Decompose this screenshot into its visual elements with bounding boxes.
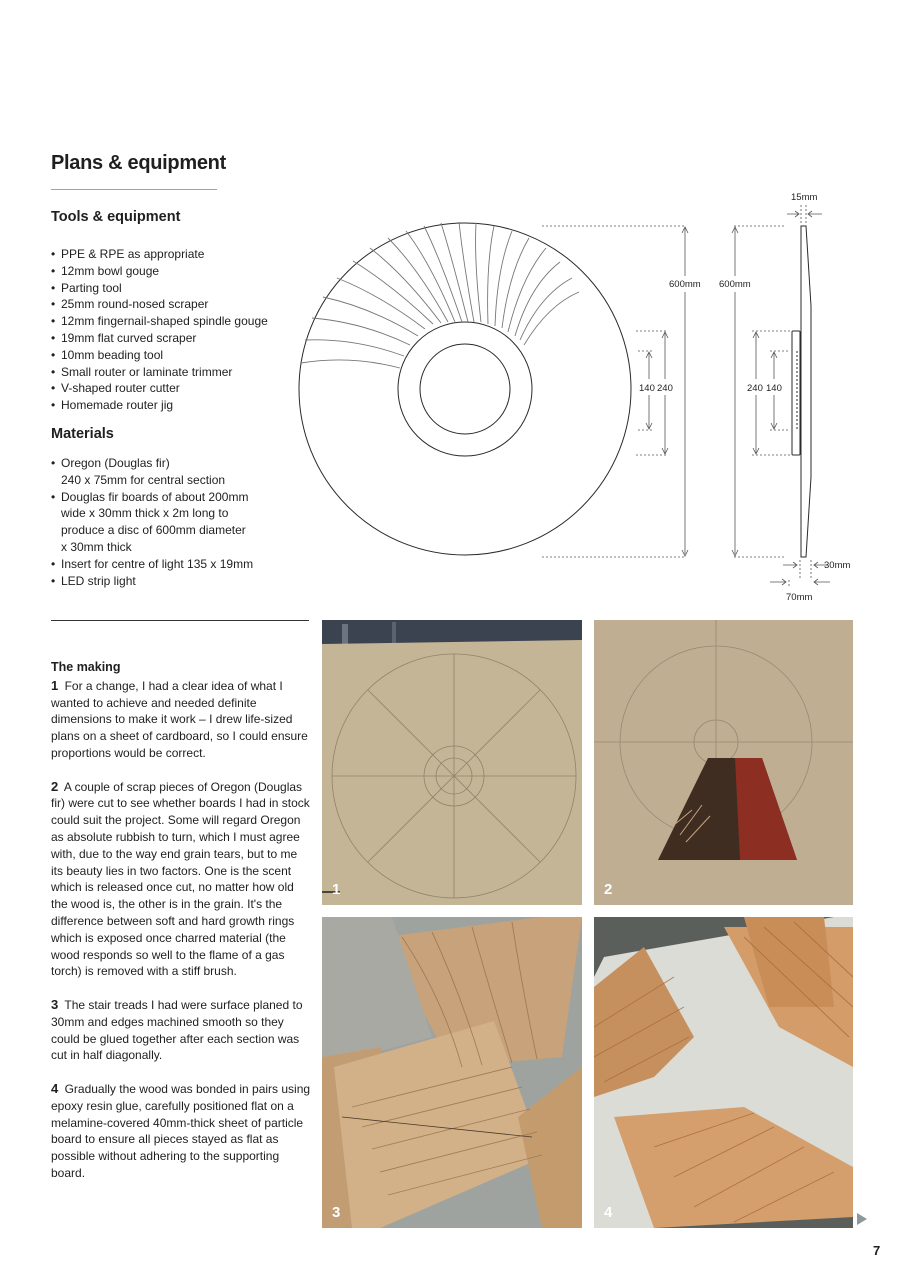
dim-label: 15mm: [791, 192, 818, 203]
photo-bonded-pairs: [594, 917, 853, 1228]
plan-diagram: [295, 185, 865, 610]
list-item: • 10mm beading tool: [51, 347, 301, 364]
inner-ring: [398, 322, 532, 456]
list-line: produce a disc of 600mm diameter: [61, 523, 246, 538]
list-item: [51, 489, 301, 556]
dim-label: 600mm: [669, 279, 701, 290]
dimension-labels: [639, 192, 850, 603]
dim-label: 240: [657, 383, 673, 394]
photo-number: 3: [332, 1204, 341, 1221]
materials-list: [51, 455, 301, 589]
page-title: Plans & equipment: [51, 152, 226, 174]
photo-number: 4: [604, 1204, 613, 1221]
next-page-arrow-icon: [857, 1213, 867, 1225]
front-view: [299, 222, 631, 555]
disc-outline: [299, 223, 631, 555]
centre-hole: [420, 344, 510, 434]
step-paragraph: [51, 1081, 311, 1182]
photo-trial-pieces: [594, 620, 853, 905]
page-number: 7: [873, 1243, 881, 1258]
making-heading: The making: [51, 660, 121, 674]
dim-label: 600mm: [719, 279, 751, 290]
step-text: The stair treads I had were surface planed to 30mm and edges machined smooth so they could be glued together after each section was cut in half diagonally.: [51, 997, 303, 1063]
list-item: • V-shaped router cutter: [51, 380, 301, 397]
title-divider: [51, 189, 217, 190]
list-item: • PPE & RPE as appropriate: [51, 246, 301, 263]
step-text: A couple of scrap pieces of Oregon (Douglas fir) were cut to see whether boards I had in stock could suit the project. Some will regard Oregon as absolute rubbish to turn, which I must agree with, due to the way end grain tears, but to me its beauty lies in two factors. One is the scent which is released once cut, no matter how old the wood is, the other is in the grain. It's the difference between soft and hard growth rings which is exposed once charred material (the wood responds so well to the flame of a gas torch) is removed with a stiff brush.: [51, 779, 310, 979]
list-item: • 12mm fingernail-shaped spindle gouge: [51, 313, 301, 330]
list-line: x 30mm thick: [61, 539, 132, 554]
list-line: • Douglas fir boards of about 200mm: [61, 489, 249, 504]
tools-list: [51, 246, 301, 414]
step-paragraph: [51, 997, 311, 1064]
dim-label: 30mm: [824, 560, 851, 571]
grain-lines: [301, 222, 579, 368]
dim-label: 140: [766, 383, 782, 394]
list-item: [51, 556, 301, 573]
materials-heading: Materials: [51, 426, 114, 442]
list-item: [51, 573, 301, 590]
list-line: • LED strip light: [61, 573, 136, 588]
step-paragraph: [51, 779, 311, 981]
side-dimensions: [732, 205, 830, 588]
list-item: • 19mm flat curved scraper: [51, 330, 301, 347]
photo-cardboard-plan: [322, 620, 582, 905]
making-section: [51, 659, 311, 1199]
dim-label: 70mm: [786, 592, 813, 603]
step-number: 4: [51, 1080, 59, 1096]
list-line: wide x 30mm thick x 2m long to: [61, 506, 229, 521]
step-paragraph: [51, 678, 311, 762]
step-number: 1: [51, 677, 59, 693]
step-text: For a change, I had a clear idea of what I wanted to achieve and needed definite dimensions to make it work – I drew life-sized plans on a sheet of cardboard, so I could ensure proportions would be correct.: [51, 678, 308, 760]
list-item: • 12mm bowl gouge: [51, 263, 301, 280]
tools-heading: Tools & equipment: [51, 209, 181, 225]
photo-number: 1: [332, 881, 341, 898]
list-item: [51, 455, 301, 489]
list-item: • Small router or laminate trimmer: [51, 364, 301, 381]
list-item: • Parting tool: [51, 280, 301, 297]
list-line: • Oregon (Douglas fir): [61, 456, 170, 470]
side-view: [792, 226, 811, 557]
step-number: 3: [51, 996, 59, 1012]
dim-label: 240: [747, 383, 763, 394]
list-item: • 25mm round-nosed scraper: [51, 296, 301, 313]
dim-label: 140: [639, 383, 655, 394]
step-number: 2: [51, 778, 59, 794]
photo-planed-boards: [322, 917, 582, 1228]
list-line: 240 x 75mm for central section: [61, 472, 226, 487]
step-text: Gradually the wood was bonded in pairs using epoxy resin glue, carefully positioned flat on a melamine-covered 40mm-thick sheet of particle board to ensure all pieces stayed as flat as possible without adhering to the supporting board.: [51, 1081, 311, 1180]
photo-number: 2: [604, 881, 613, 898]
list-item: • Homemade router jig: [51, 397, 301, 414]
section-divider: [51, 620, 309, 621]
list-line: • Insert for centre of light 135 x 19mm: [61, 556, 254, 571]
